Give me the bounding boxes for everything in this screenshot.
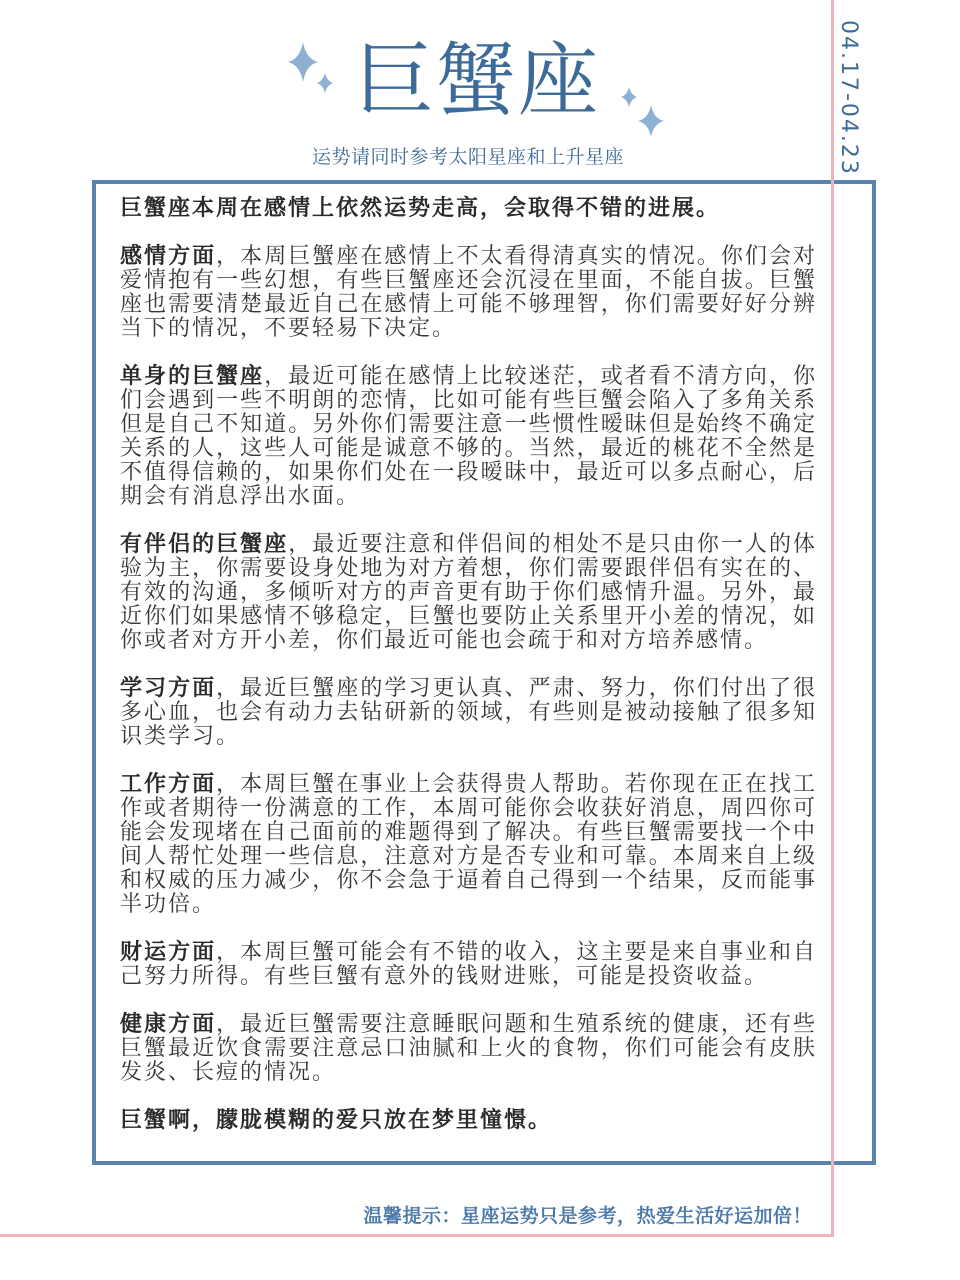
section-heading: 有伴侣的巨蟹座 — [120, 532, 289, 557]
section-text: ，本周巨蟹座在感情上不太看得清真实的情况。你们会对爱情抱有一些幻想，有些巨蟹座还会沉浸在里面，不能自拔。巨蟹座也需要清楚最近自己在感情上可能不够理智，你们需要好好分辨当下的情况，不要轻易下决定。 — [120, 244, 817, 341]
intro-text: 巨蟹座本周在感情上依然运势走高，会取得不错的进展。 — [120, 196, 721, 221]
section-text: ，最近要注意和伴侣间的相处不是只由你一人的体验为主，你需要设身处地为对方着想，你们需要跟伴侣有实在的、有效的沟通，多倾听对方的声音更有助于你们感情升温。另外，最近你们如果感情不够稳定，巨蟹也要防止关系里开小差的情况，如你或者对方开小差，你们最近可能也会疏于和对方培养感情。 — [120, 532, 817, 653]
date-range: 04.17-04.23 — [836, 20, 861, 176]
pink-vertical-line — [831, 0, 834, 1237]
closing-text: 巨蟹啊，朦胧模糊的爱只放在梦里憧憬。 — [120, 1108, 553, 1133]
section-text: ，最近巨蟹座的学习更认真、严肃、努力，你们付出了很多心血，也会有动力去钻研新的领域，有些则是被动接触了很多知识类学习。 — [120, 676, 817, 749]
section-wealth — [120, 941, 817, 989]
section-heading: 学习方面 — [120, 676, 217, 701]
section-text: ，最近可能在感情上比较迷茫，或者看不清方向，你们会遇到一些不明朗的恋情，比如可能有些巨蟹会陷入了多角关系但是自己不知道。另外你们需要注意一些惯性暧昧但是始终不确定关系的人，这些人可能是诚意不够的。当然，最近的桃花不全然是不值得信赖的，如果你们处在一段暧昧中，最近可以多点耐心，后期会有消息浮出水面。 — [120, 364, 817, 509]
section-heading: 财运方面 — [120, 940, 217, 965]
section-study — [120, 677, 817, 749]
section-text: ，本周巨蟹可能会有不错的收入，这主要是来自事业和自己努力所得。有些巨蟹有意外的钱财进账，可能是投资收益。 — [120, 940, 817, 989]
section-heading: 工作方面 — [120, 772, 217, 797]
section-love — [120, 245, 817, 341]
page-subtitle: 运势请同时参考太阳星座和上升星座 — [311, 146, 624, 168]
section-heading: 单身的巨蟹座 — [120, 364, 265, 389]
page-title: 巨蟹座 — [354, 34, 600, 127]
section-heading: 感情方面 — [120, 244, 217, 269]
section-work — [120, 773, 817, 917]
section-single — [120, 365, 817, 509]
section-health — [120, 1013, 817, 1085]
section-text: ，本周巨蟹在事业上会获得贵人帮助。若你现在正在找工作或者期待一份满意的工作，本周可能你会收获好消息，周四你可能会发现堵在自己面前的难题得到了解决。有些巨蟹需要找一个中间人帮忙处理一些信息，注意对方是否专业和可靠。本周来自上级和权威的压力减少，你不会急于逼着自己得到一个结果，反而能事半功倍。 — [120, 772, 817, 917]
section-partnered — [120, 533, 817, 653]
closing-paragraph — [120, 1109, 817, 1133]
intro-paragraph — [120, 197, 817, 221]
pink-horizontal-line — [0, 1234, 834, 1237]
footer-tip: 温馨提示：星座运势只是参考，热爱生活好运加倍！ — [363, 1205, 812, 1227]
section-heading: 健康方面 — [120, 1012, 217, 1037]
horoscope-body — [120, 197, 817, 1133]
section-text: ，最近巨蟹需要注意睡眠问题和生殖系统的健康，还有些巨蟹最近饮食需要注意忌口油腻和上火的食物，你们可能会有皮肤发炎、长痘的情况。 — [120, 1012, 817, 1085]
